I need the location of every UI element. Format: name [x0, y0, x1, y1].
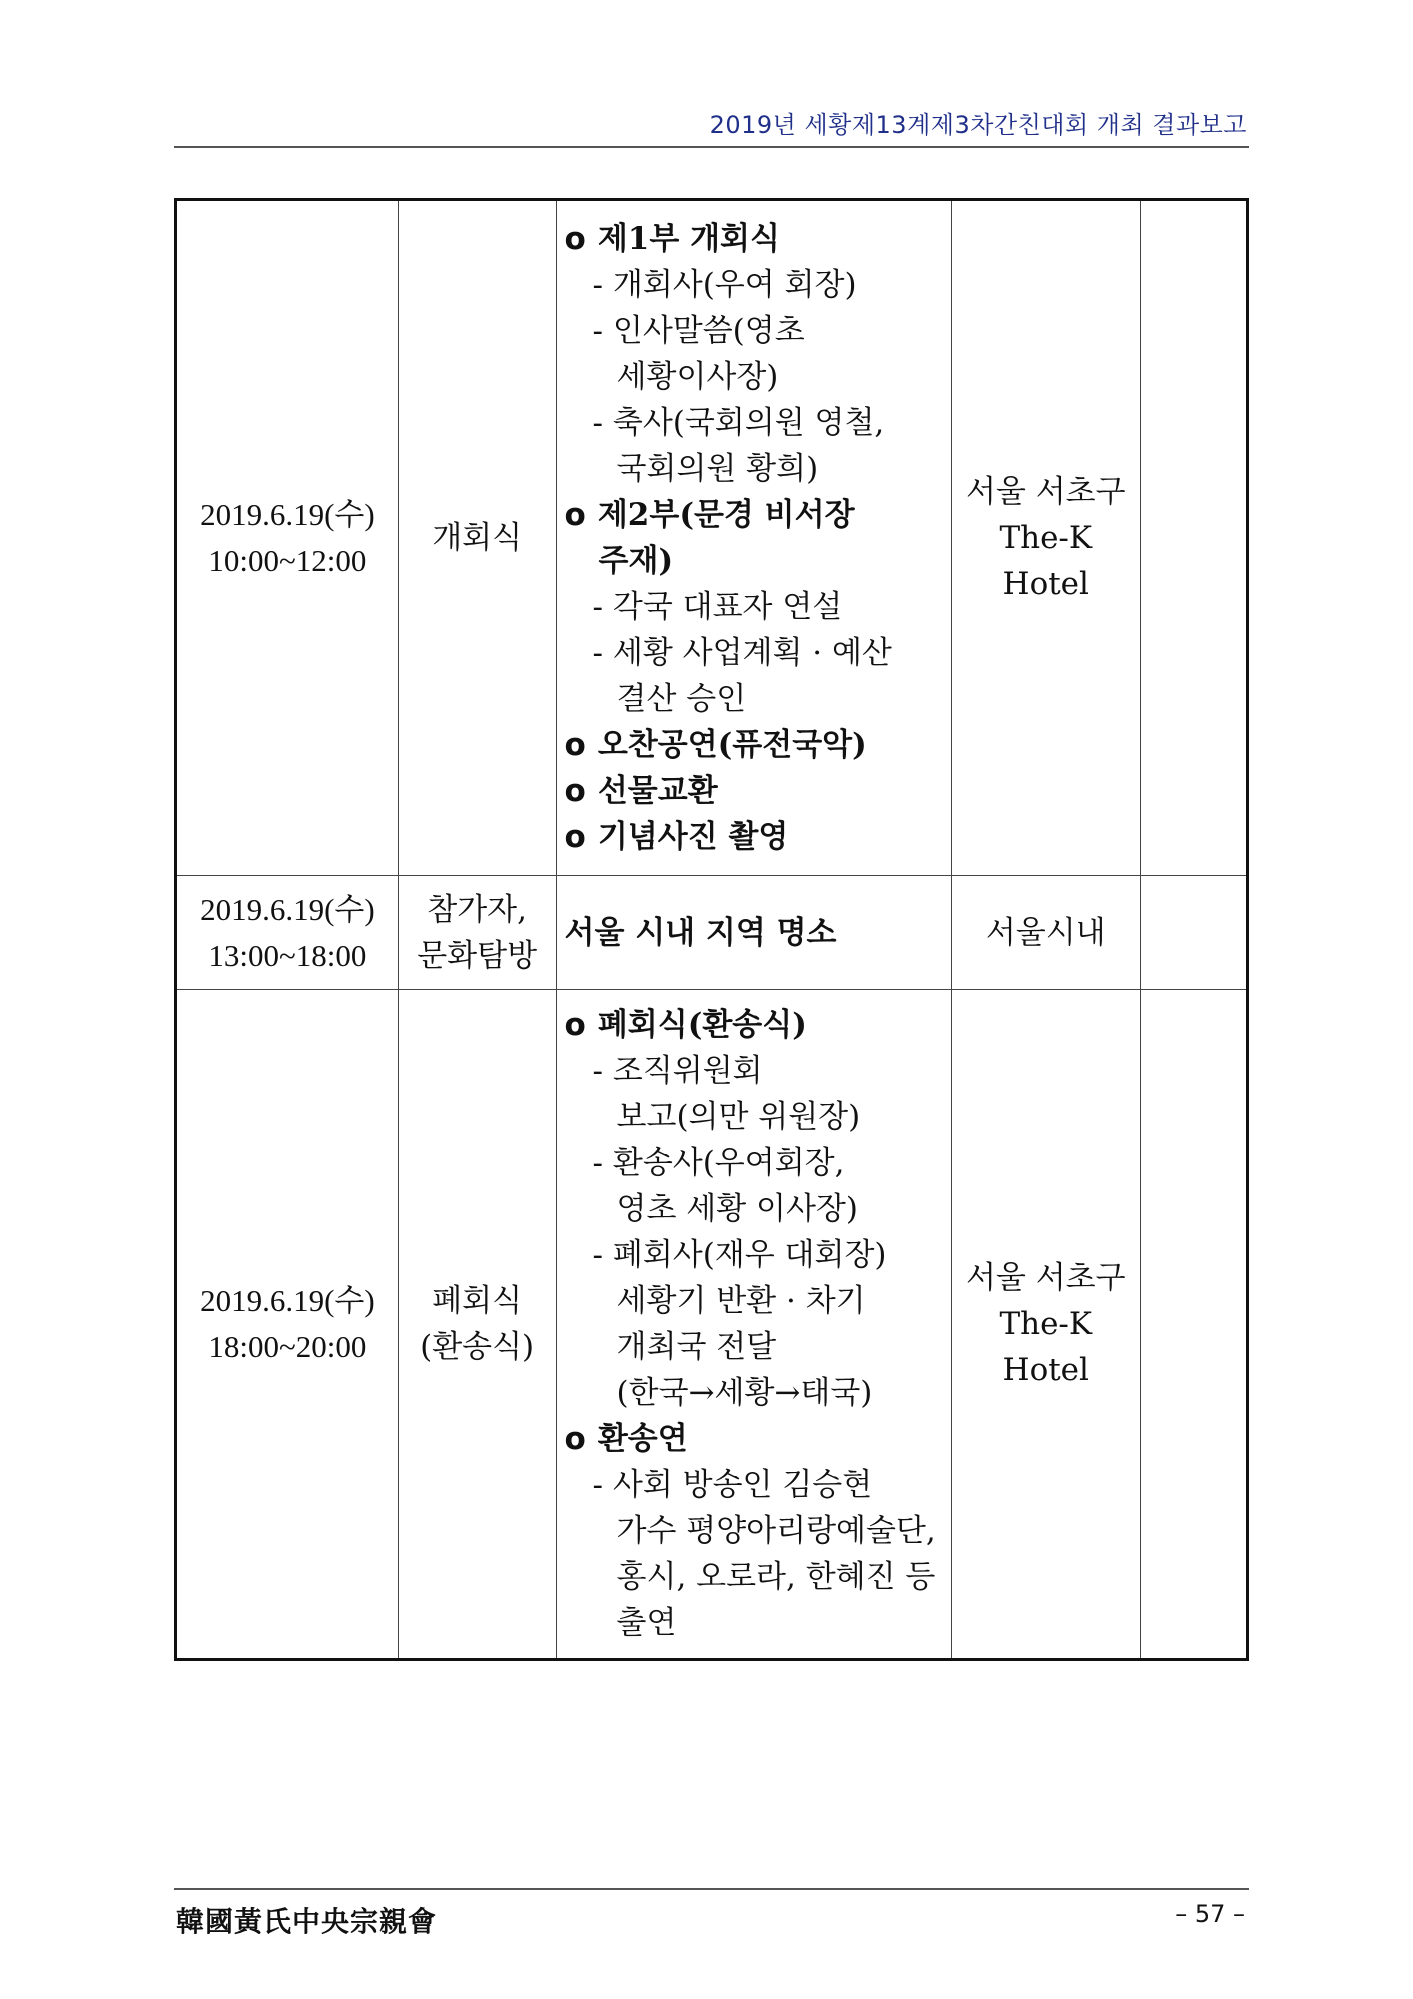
- sub-item: - 개회사(우여 회장): [592, 267, 857, 303]
- sub-item-cont: 결산 승인: [616, 681, 747, 717]
- page-footer: [174, 1888, 1249, 1942]
- page-number: – 57 –: [1175, 1900, 1245, 1928]
- place-venue: The-K Hotel: [999, 520, 1093, 602]
- schedule-table: [174, 198, 1249, 1661]
- list-item: o 선물교환: [564, 773, 718, 809]
- header-title: 2019년 세황제13계제3차간친대회 개최 결과보고: [709, 111, 1247, 139]
- sub-item-cont: 영초 세황 이사장): [616, 1191, 858, 1227]
- type-line: 문화탐방: [417, 937, 538, 974]
- date-cell: [176, 876, 399, 990]
- sub-item: - 세황 사업계획 · 예산: [592, 635, 892, 671]
- sub-item: - 폐회사(재우 대회장): [592, 1237, 887, 1273]
- organization-name: 韓國黃氏中央宗親會: [176, 1905, 438, 1938]
- sub-item-cont: (한국→세황→태국): [616, 1375, 873, 1411]
- sub-item-cont: 보고(의만 위원장): [616, 1099, 861, 1135]
- time: 18:00~20:00: [208, 1329, 367, 1364]
- sub-item: - 환송사(우여회장,: [592, 1145, 845, 1181]
- content-text: 서울 시내 지역 명소: [564, 914, 837, 951]
- list-item: o 기념사진 촬영: [564, 819, 789, 855]
- sub-item-cont: 홍시, 오로라, 한혜진 등: [616, 1559, 936, 1595]
- table-row: [176, 200, 1248, 876]
- sub-item: - 인사말씀(영초: [592, 313, 805, 349]
- sub-item-cont: 세황이사장): [616, 359, 779, 395]
- sub-item: - 조직위원회: [592, 1053, 763, 1089]
- type-line: 폐회식: [432, 1283, 523, 1319]
- sub-item-cont: 가수 평양아리랑예술단,: [616, 1513, 936, 1549]
- type-cell: 개회식: [398, 200, 556, 876]
- date-cell: [176, 200, 399, 876]
- place-cell: 서울시내: [951, 876, 1140, 990]
- table-row: [176, 876, 1248, 990]
- place-venue: The-K Hotel: [999, 1306, 1093, 1388]
- place-cell: [951, 200, 1140, 876]
- place-cell: [951, 990, 1140, 1660]
- note-cell: [1140, 876, 1247, 990]
- sub-item: - 축사(국회의원 영철,: [592, 405, 885, 441]
- sub-item-cont: 세황기 반환 · 차기: [616, 1283, 866, 1319]
- date: 2019.6.19(수): [200, 497, 375, 532]
- sub-item-cont: 출연: [616, 1605, 677, 1641]
- place-name: 서울 서초구: [965, 474, 1126, 510]
- list-item: o 제1부 개회식: [564, 221, 780, 257]
- type-cell: [398, 876, 556, 990]
- page-header: [174, 108, 1249, 148]
- content-cell: [556, 200, 951, 876]
- list-item-cont: 주재): [598, 543, 674, 579]
- content-cell: [556, 990, 951, 1660]
- sub-item-cont: 개최국 전달: [616, 1329, 777, 1365]
- time: 10:00~12:00: [208, 543, 367, 578]
- date: 2019.6.19(수): [200, 1283, 375, 1318]
- content-cell: [556, 876, 951, 990]
- note-cell: [1140, 990, 1247, 1660]
- list-item: o 환송연: [564, 1421, 688, 1457]
- sub-item: - 각국 대표자 연설: [592, 589, 843, 625]
- table-row: [176, 990, 1248, 1660]
- date: 2019.6.19(수): [200, 891, 375, 927]
- time: 13:00~18:00: [208, 937, 367, 973]
- list-item: o 폐회식(환송식): [564, 1007, 807, 1043]
- place-name: 서울 서초구: [965, 1260, 1126, 1296]
- list-item: o 제2부(문경 비서장: [564, 497, 855, 533]
- type-line: 참가자,: [427, 891, 527, 928]
- type-line: (환송식): [420, 1329, 535, 1365]
- sub-item-cont: 국회의원 황희): [616, 451, 819, 487]
- type-cell: [398, 990, 556, 1660]
- note-cell: [1140, 200, 1247, 876]
- date-cell: [176, 990, 399, 1660]
- list-item: o 오찬공연(퓨전국악): [564, 727, 867, 763]
- sub-item: - 사회 방송인 김승현: [592, 1467, 873, 1503]
